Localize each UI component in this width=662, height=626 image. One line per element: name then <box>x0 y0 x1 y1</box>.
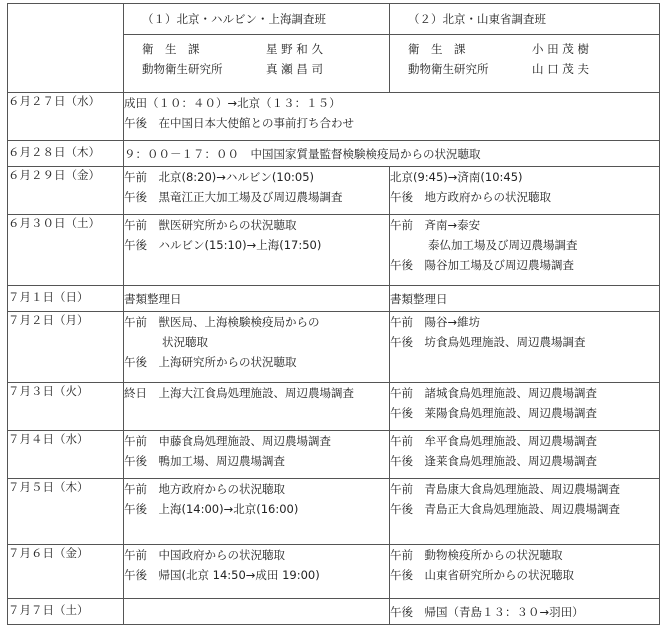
date-cell: ７月１日（日） <box>8 286 124 312</box>
schedule-line: 北京(9:45)→済南(10:45) <box>390 170 523 184</box>
member-dept: 動物衛生研究所 <box>408 62 489 76</box>
team1-cell <box>124 383 390 431</box>
schedule-line: 泰仏加工場及び周辺農場調査 <box>428 238 578 252</box>
schedule-row <box>8 599 660 625</box>
schedule-line: 午前 北京(8:20)→ハルビン(10:05) <box>124 170 315 184</box>
date-cell: ６月３０日（土） <box>8 215 124 286</box>
schedule-line: 午後 ハルビン(15:10)→上海(17:50) <box>124 238 322 252</box>
team2-cell <box>390 286 660 312</box>
schedule-line: 午後 陽谷加工場及び周辺農場調査 <box>390 258 574 272</box>
member-name: 小 田 茂 樹 <box>532 42 589 56</box>
team2-cell <box>390 479 660 545</box>
date-cell: ７月４日（水） <box>8 431 124 479</box>
team1-header <box>124 4 390 93</box>
schedule-line: 午後 上海(14:00)→北京(16:00) <box>124 502 299 516</box>
schedule-line: 午前 諸城食鳥処理施設、周辺農場調査 <box>390 386 597 400</box>
schedule-row <box>8 167 660 215</box>
team2-cell <box>390 431 660 479</box>
team2-cell <box>390 215 660 286</box>
team1-member <box>124 39 389 59</box>
schedule-line: 午後 鴨加工場、周辺農場調査 <box>124 454 285 468</box>
schedule-line: 午後 莱陽食鳥処理施設、周辺農場調査 <box>390 406 597 420</box>
team1-cell <box>124 431 390 479</box>
schedule-line: 午前 青島康大食鳥処理施設、周辺農場調査 <box>390 482 620 496</box>
schedule-line: 午前 斉南→泰安 <box>390 218 481 232</box>
member-dept: 動物衛生研究所 <box>142 62 223 76</box>
date-cell: ７月３日（火） <box>8 383 124 431</box>
member-name: 真 瀬 昌 司 <box>266 62 323 76</box>
member-dept: 衛 生 課 <box>142 42 200 56</box>
schedule-line: 午後 帰国(北京 14:50→成田 19:00) <box>124 568 320 582</box>
schedule-line: 書類整理日 <box>124 292 182 306</box>
schedule-line: 成田（１０：４０）→北京（１３：１５） <box>124 96 341 110</box>
schedule-line: ９：００－１７：００ 中国国家質量監督検験検疫局からの状況聴取 <box>124 147 481 161</box>
team2-cell <box>390 545 660 599</box>
team1-cell <box>124 286 390 312</box>
schedule-line: 午前 動物検疫所からの状況聴取 <box>390 548 563 562</box>
team1-cell <box>124 599 390 625</box>
schedule-line: 午後 地方政府からの状況聴取 <box>390 190 551 204</box>
schedule-line: 午前 獣医局、上海検験検疫局からの <box>124 315 320 329</box>
team2-title: （２）北京・山東省調査班 <box>408 12 546 26</box>
member-dept: 衛 生 課 <box>408 42 466 56</box>
team2-cell <box>390 599 660 625</box>
schedule-line: 午前 中国政府からの状況聴取 <box>124 548 285 562</box>
team1-cell <box>124 312 390 383</box>
team2-cell <box>390 167 660 215</box>
schedule-line: 午後 上海研究所からの状況聴取 <box>124 355 297 369</box>
team2-cell <box>390 383 660 431</box>
schedule-line: 午後 青島正大食鳥処理施設、周辺農場調査 <box>390 502 620 516</box>
schedule-row <box>8 141 660 167</box>
date-cell: ７月５日（木） <box>8 479 124 545</box>
date-cell: ７月２日（月） <box>8 312 124 383</box>
schedule-row <box>8 431 660 479</box>
schedule-line: 午後 逢莱食鳥処理施設、周辺農場調査 <box>390 454 597 468</box>
schedule-line: 午前 獣医研究所からの状況聴取 <box>124 218 297 232</box>
schedule-line: 午前 陽谷→維坊 <box>390 315 481 329</box>
schedule-row <box>8 383 660 431</box>
schedule-row <box>8 215 660 286</box>
team2-header <box>390 4 660 93</box>
team2-cell <box>390 312 660 383</box>
schedule-line: 午後 黒竜江正大加工場及び周辺農場調査 <box>124 190 343 204</box>
schedule-line: 午後 山東省研究所からの状況聴取 <box>390 568 574 582</box>
header-corner-cell <box>8 4 124 93</box>
schedule-line: 午後 帰国（青島１３：３０→羽田） <box>390 605 584 619</box>
schedule-line: 状況聴取 <box>162 335 208 349</box>
team1-cell <box>124 545 390 599</box>
date-cell: ６月２９日（金） <box>8 167 124 215</box>
team2-member <box>390 59 659 79</box>
full-width-cell <box>124 93 660 141</box>
date-cell: ７月６日（金） <box>8 545 124 599</box>
schedule-line: 午前 申藤食鳥処理施設、周辺農場調査 <box>124 434 331 448</box>
member-name: 星 野 和 久 <box>266 42 323 56</box>
schedule-line: 午前 牟平食鳥処理施設、周辺農場調査 <box>390 434 597 448</box>
team2-member <box>390 39 659 59</box>
schedule-line: 午前 地方政府からの状況聴取 <box>124 482 285 496</box>
schedule-line: 書類整理日 <box>390 292 448 306</box>
member-name: 山 口 茂 夫 <box>532 62 589 76</box>
header-row <box>8 4 660 93</box>
team1-member <box>124 59 389 79</box>
date-cell: ７月７日（土） <box>8 599 124 625</box>
schedule-row <box>8 479 660 545</box>
date-cell: ６月２７日（水） <box>8 93 124 141</box>
full-width-cell <box>124 141 660 167</box>
team1-title: （１）北京・ハルビン・上海調査班 <box>142 12 326 26</box>
schedule-line: 午後 在中国日本大使館との事前打ち合わせ <box>124 116 354 130</box>
schedule-row <box>8 312 660 383</box>
team1-cell <box>124 215 390 286</box>
team1-cell <box>124 167 390 215</box>
schedule-line: 終日 上海大江食鳥処理施設、周辺農場調査 <box>124 386 354 400</box>
schedule-row <box>8 545 660 599</box>
schedule-table <box>7 3 660 625</box>
schedule-row <box>8 93 660 141</box>
schedule-row <box>8 286 660 312</box>
team1-cell <box>124 479 390 545</box>
date-cell: ６月２８日（木） <box>8 141 124 167</box>
schedule-line: 午後 坊食鳥処理施設、周辺農場調査 <box>390 335 586 349</box>
